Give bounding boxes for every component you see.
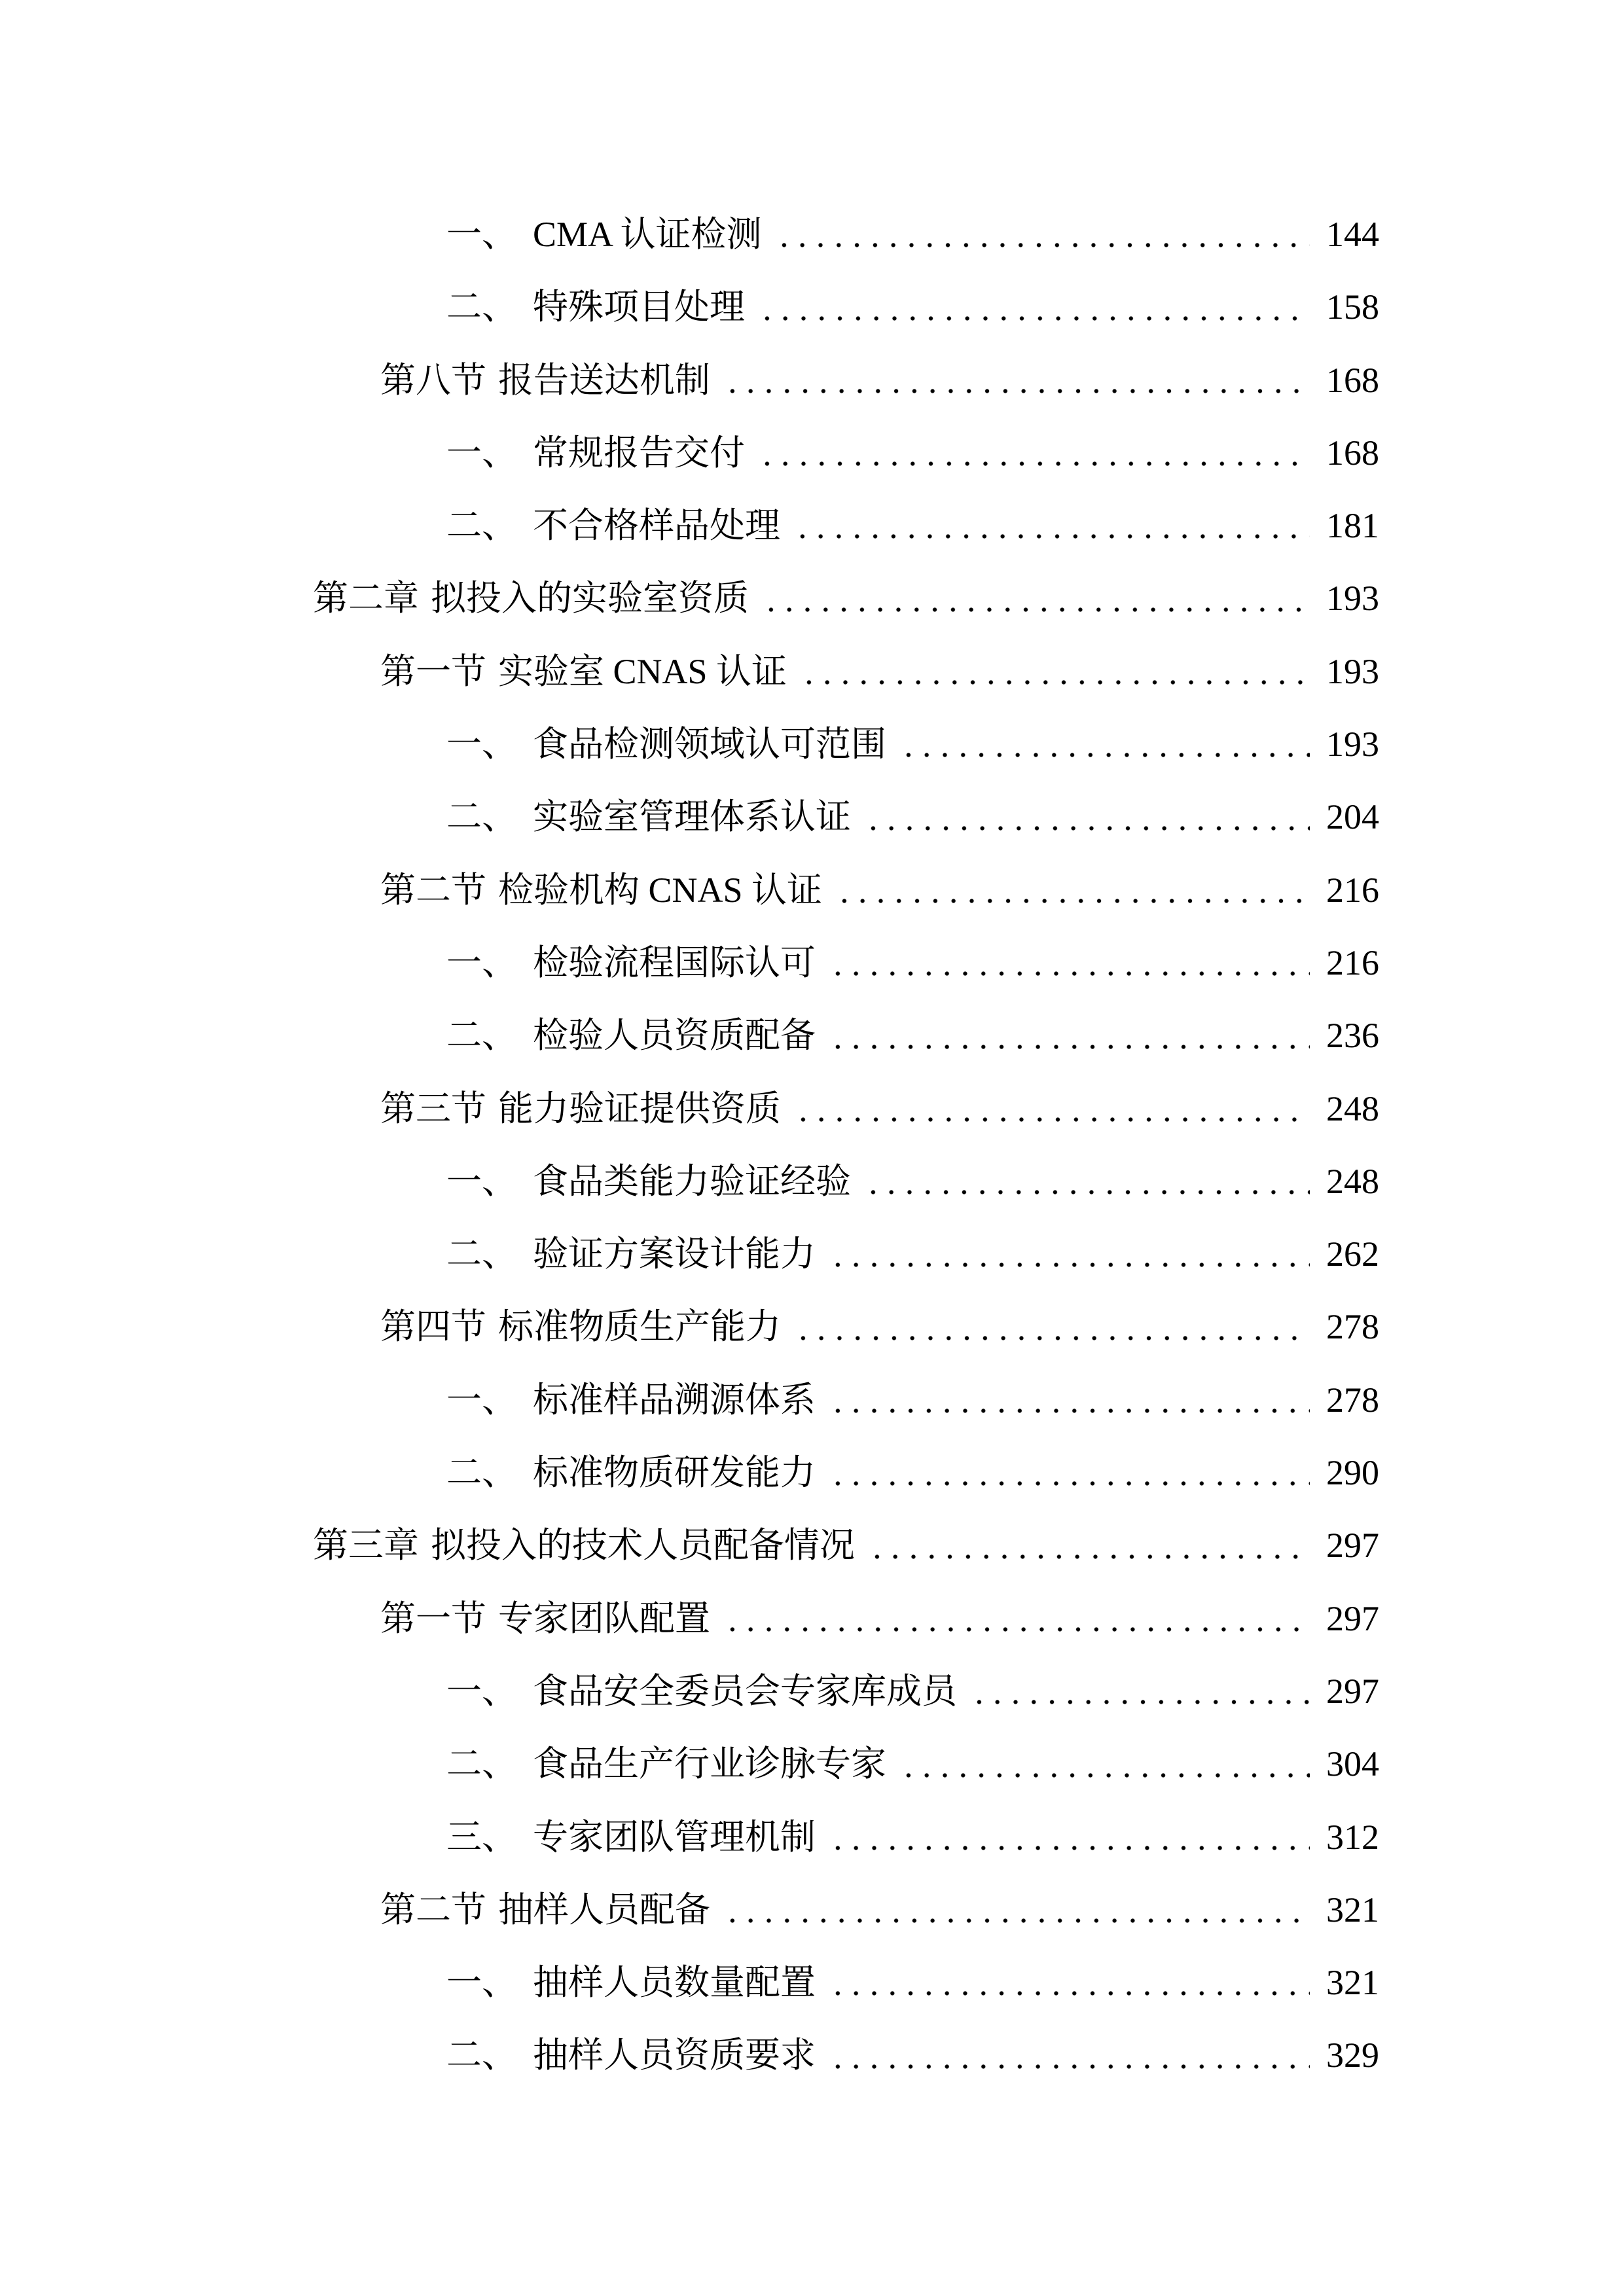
entry-page-number: 144 [1326, 215, 1379, 254]
entry-number: 一、 [446, 725, 517, 764]
entry-page-number: 236 [1326, 1016, 1379, 1056]
entry-number: 第二节 [380, 1890, 486, 1929]
entry-page-number: 262 [1326, 1234, 1379, 1274]
dot-leader [823, 2019, 1310, 2092]
entry-number: 第二章 [313, 579, 419, 619]
entry-page-number: 193 [1326, 579, 1379, 619]
dot-leader [859, 781, 1310, 853]
toc-entry [0, 344, 1624, 417]
entry-page-number: 193 [1326, 651, 1379, 691]
toc-entry [0, 1509, 1624, 1582]
entry-page-number: 297 [1326, 1526, 1379, 1566]
entry-number: 二、 [446, 506, 517, 546]
entry-title: 验证方案设计能力 [533, 1234, 816, 1274]
entry-page-number: 312 [1326, 1817, 1379, 1857]
entry-page-number: 297 [1326, 1671, 1379, 1711]
entry-page-number: 204 [1326, 797, 1379, 837]
entry-number: 第三章 [313, 1526, 419, 1566]
entry-number: 二、 [446, 1744, 517, 1784]
entry-title: 食品类能力验证经验 [533, 1161, 851, 1201]
entry-page-number: 290 [1326, 1453, 1379, 1493]
toc-entry [0, 1655, 1624, 1728]
toc-entry [0, 636, 1624, 708]
entry-title: 抽样人员数量配置 [533, 1963, 816, 2003]
entry-title: 检验人员资质配备 [533, 1016, 816, 1056]
entry-number: 第三节 [380, 1088, 486, 1128]
entry-title: 常规报告交付 [533, 433, 745, 473]
entry-page-number: 304 [1326, 1744, 1379, 1784]
toc-entry [0, 1218, 1624, 1291]
entry-title: 实验室管理体系认证 [533, 797, 851, 837]
dot-leader [770, 198, 1310, 271]
toc-entry [0, 490, 1624, 562]
entry-title: 特殊项目处理 [533, 287, 745, 327]
entry-number: 一、 [446, 942, 517, 982]
toc-entry [0, 781, 1624, 853]
dot-leader [823, 999, 1310, 1072]
toc-entry [0, 708, 1624, 781]
entry-title: 专家团队配置 [498, 1598, 710, 1638]
toc-entry [0, 1801, 1624, 1874]
dot-leader [718, 1874, 1310, 1946]
entry-number: 二、 [446, 1453, 517, 1493]
dot-leader [788, 490, 1310, 562]
entry-title: 食品生产行业诊脉专家 [533, 1744, 886, 1784]
entry-page-number: 216 [1326, 870, 1379, 910]
toc-entry [0, 1291, 1624, 1363]
dot-leader [718, 1583, 1310, 1655]
entry-page-number: 248 [1326, 1161, 1379, 1201]
entry-number: 二、 [446, 797, 517, 837]
entry-page-number: 216 [1326, 942, 1379, 982]
entry-title: 抽样人员资质要求 [533, 2036, 816, 2075]
entry-title: 拟投入的实验室资质 [431, 579, 749, 619]
toc-entry [0, 999, 1624, 1072]
entry-title: 专家团队管理机制 [533, 1817, 816, 1857]
dot-leader [863, 1509, 1310, 1582]
dot-leader [823, 1364, 1310, 1437]
toc-entry [0, 1073, 1624, 1145]
entry-title: 检验机构 CNAS 认证 [498, 870, 823, 910]
entry-page-number: 278 [1326, 1307, 1379, 1347]
toc-entry [0, 854, 1624, 927]
entry-number: 第一节 [380, 1598, 486, 1638]
entry-number: 第四节 [380, 1307, 486, 1347]
toc-entry [0, 562, 1624, 635]
entry-number: 二、 [446, 1016, 517, 1056]
dot-leader [795, 636, 1310, 708]
entry-title: 食品检测领域认可范围 [533, 725, 886, 764]
dot-leader [823, 1946, 1310, 2019]
entry-number: 一、 [446, 1671, 517, 1711]
entry-page-number: 168 [1326, 433, 1379, 473]
toc-entry [0, 927, 1624, 999]
entry-page-number: 321 [1326, 1890, 1379, 1929]
dot-leader [859, 1145, 1310, 1218]
entry-number: 一、 [446, 215, 517, 254]
toc-entry [0, 1728, 1624, 1801]
entry-title: 报告送达机制 [498, 360, 710, 400]
entry-title: CMA 认证检测 [533, 215, 762, 254]
entry-number: 一、 [446, 1380, 517, 1420]
toc-entry [0, 271, 1624, 344]
entry-title: 能力验证提供资质 [498, 1088, 781, 1128]
entry-page-number: 321 [1326, 1963, 1379, 2003]
entry-number: 第八节 [380, 360, 486, 400]
dot-leader [823, 1218, 1310, 1291]
dot-leader [894, 1728, 1310, 1801]
toc-entry [0, 417, 1624, 490]
toc-entry [0, 198, 1624, 271]
dot-leader [789, 1291, 1310, 1363]
entry-page-number: 248 [1326, 1088, 1379, 1128]
dot-leader [894, 708, 1310, 781]
dot-leader [823, 1801, 1310, 1874]
toc-entry [0, 1874, 1624, 1946]
entry-number: 一、 [446, 1963, 517, 2003]
dot-leader [753, 417, 1310, 490]
entry-page-number: 329 [1326, 2036, 1379, 2075]
entry-number: 第二节 [380, 870, 486, 910]
dot-leader [757, 562, 1310, 635]
entry-title: 标准物质研发能力 [533, 1453, 816, 1493]
entry-number: 第一节 [380, 651, 486, 691]
dot-leader [718, 344, 1310, 417]
toc-entry [0, 1437, 1624, 1509]
entry-number: 二、 [446, 1234, 517, 1274]
entry-page-number: 193 [1326, 725, 1379, 764]
toc-entry [0, 2019, 1624, 2092]
entry-number: 一、 [446, 433, 517, 473]
entry-title: 标准物质生产能力 [498, 1307, 781, 1347]
entry-number: 一、 [446, 1161, 517, 1201]
entry-page-number: 278 [1326, 1380, 1379, 1420]
entry-title: 实验室 CNAS 认证 [498, 651, 787, 691]
toc-entry [0, 1946, 1624, 2019]
entry-number: 二、 [446, 2036, 517, 2075]
entry-title: 拟投入的技术人员配备情况 [431, 1526, 855, 1566]
dot-leader [965, 1655, 1310, 1728]
entry-title: 食品安全委员会专家库成员 [533, 1671, 957, 1711]
toc-entry [0, 1583, 1624, 1655]
entry-title: 标准样品溯源体系 [533, 1380, 816, 1420]
entry-number: 三、 [446, 1817, 517, 1857]
entry-number: 二、 [446, 287, 517, 327]
entry-title: 不合格样品处理 [533, 506, 780, 546]
dot-leader [823, 1437, 1310, 1509]
entry-page-number: 168 [1326, 360, 1379, 400]
entry-title: 检验流程国际认可 [533, 942, 816, 982]
dot-leader [830, 854, 1310, 927]
toc-entry [0, 1364, 1624, 1437]
entry-page-number: 158 [1326, 287, 1379, 327]
dot-leader [789, 1073, 1310, 1145]
entry-title: 抽样人员配备 [498, 1890, 710, 1929]
entry-page-number: 297 [1326, 1598, 1379, 1638]
dot-leader [753, 271, 1310, 344]
table-of-contents [0, 198, 1624, 2092]
entry-page-number: 181 [1326, 506, 1379, 546]
dot-leader [823, 927, 1310, 999]
toc-entry [0, 1145, 1624, 1218]
